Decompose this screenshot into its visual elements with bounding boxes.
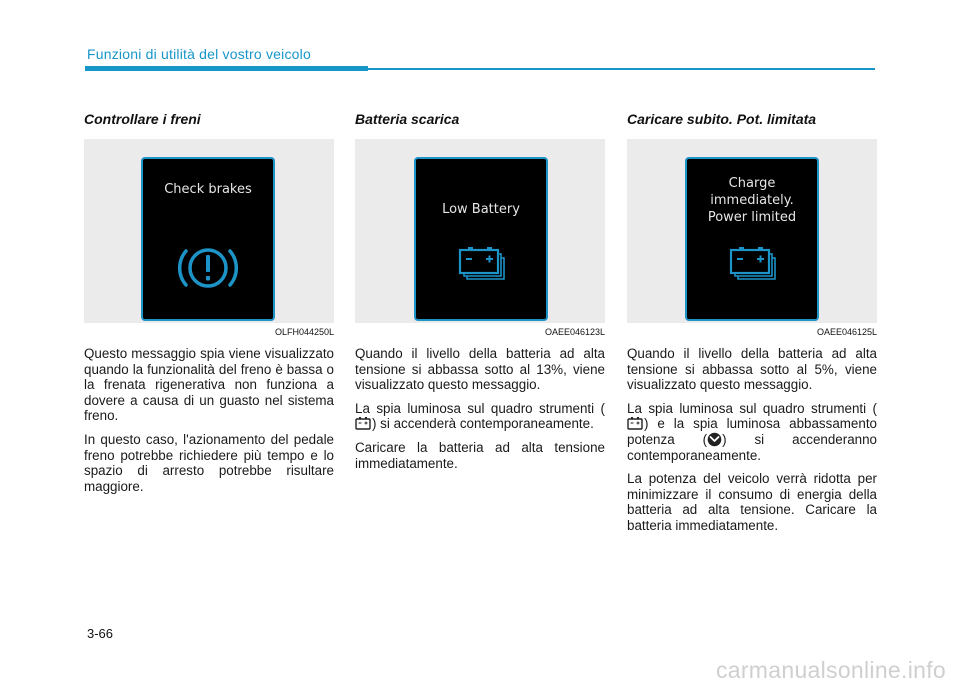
paragraph: La potenza del veicolo verrà ridotta per minimizzare il consumo di energia della batteria ad alta tensione. Caricare la batteria immediatamente. [627,471,877,533]
section-check-brakes [84,111,334,494]
battery-icon [729,247,777,281]
illustration-panel [355,139,605,323]
cluster-display [685,157,819,321]
section-title: Caricare subito. Pot. limitata [627,111,817,127]
display-message-line: Power limited [707,210,797,225]
cluster-display [414,157,548,321]
section-title: Controllare i freni [84,111,201,127]
page-number: 3-66 [87,626,114,641]
paragraph-text: La spia luminosa sul quadro strumenti ( [355,400,605,416]
display-message-line: immediately. [710,193,794,208]
battery-warning-icon [355,417,372,431]
section-low-battery [355,111,605,471]
cluster-display [141,157,275,321]
paragraph-text: ) e la spia luminosa abbassamento potenza ( [627,416,877,447]
paragraph: Caricare la batteria ad alta tensione immediatamente. [355,439,605,471]
battery-icon [458,247,506,281]
image-code: OAEE046123L [544,327,605,337]
display-message [687,175,817,226]
paragraph [627,401,877,463]
section-charge-immediately [627,111,877,534]
brake-warning-icon [176,243,240,293]
paragraph: Quando il livello della batteria ad alta tensione si abbassa sotto al 13%, viene visualizzato questo messaggio. [355,346,605,393]
paragraph-text: ) si accenderanno contemporaneamente. [627,431,877,463]
watermark: carmanualsonline.info [715,657,946,683]
illustration-panel [84,139,334,323]
header-rule [368,68,875,70]
paragraph: Quando il livello della batteria ad alta tensione si abbassa sotto al 5%, viene visualizzato questo messaggio. [627,346,877,393]
power-down-icon [707,432,722,447]
section-title: Batteria scarica [355,111,460,127]
paragraph-text: ) si accenderà contemporaneamente. [372,416,594,432]
paragraph [355,401,605,432]
paragraph: Questo messaggio spia viene visualizzato quando la funzionalità del freno è bassa o la frenata rigenerativa non funziona a dovere a causa di un guasto nel sistema freno. [84,346,334,424]
display-message-line: Charge [728,176,776,191]
image-code: OLFH044250L [274,327,334,337]
display-message: Check brakes [164,182,252,197]
image-code: OAEE046125L [816,327,877,337]
paragraph-text: La spia luminosa sul quadro strumenti ( [627,400,877,416]
chapter-title: Funzioni di utilità del vostro veicolo [87,46,311,62]
battery-warning-icon [627,417,644,431]
illustration-panel [627,139,877,323]
paragraph: In questo caso, l'azionamento del pedale freno potrebbe richiedere più tempo e lo spazio di arresto potrebbe risultare maggiore. [84,431,334,494]
display-message: Low Battery [442,202,520,217]
header-accent-bar [85,66,368,71]
